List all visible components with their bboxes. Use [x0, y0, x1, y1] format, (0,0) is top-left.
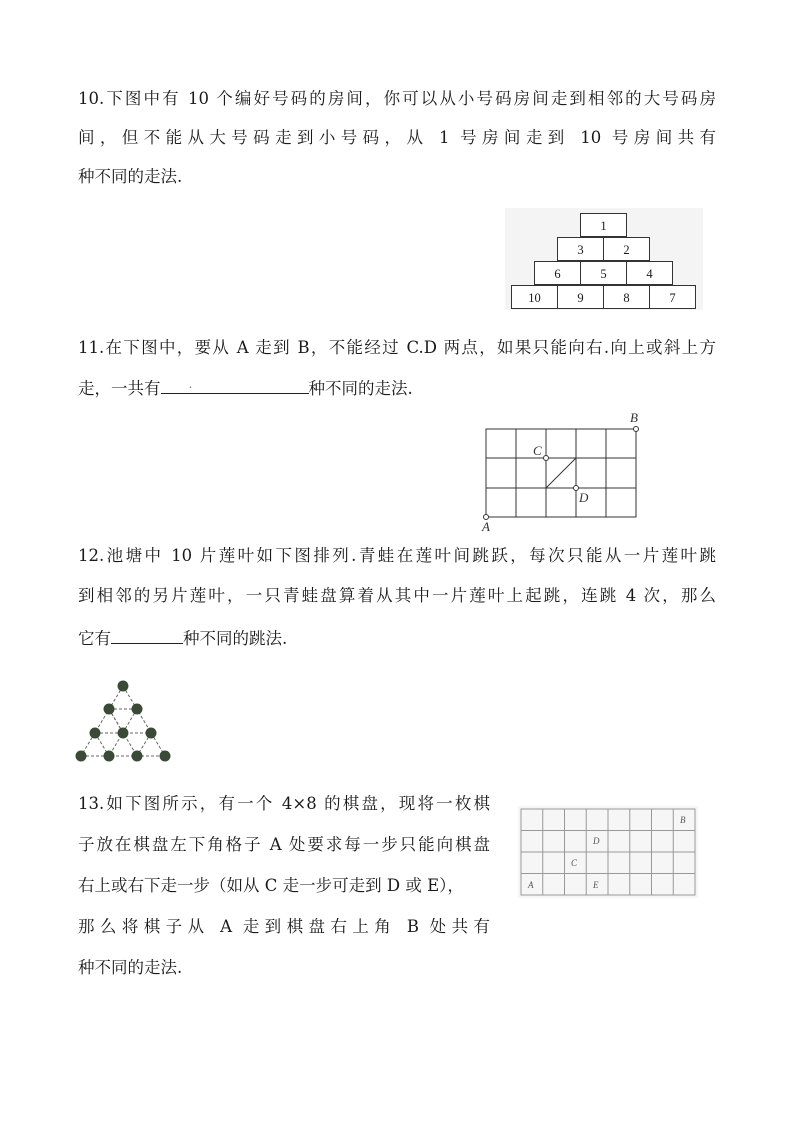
room-10: 10 — [511, 285, 558, 309]
q12-line-3 — [78, 627, 287, 650]
lily-pad — [90, 728, 101, 739]
q11-answer-blank — [161, 377, 309, 394]
lily-pad — [146, 728, 157, 739]
room-6: 6 — [534, 261, 581, 285]
lily-pad — [104, 751, 115, 762]
board-label-b: B — [680, 815, 686, 825]
room-9: 9 — [557, 285, 604, 309]
lily-pad — [132, 704, 143, 715]
q12-line-1: 12.池塘中 10 片莲叶如下图排列.青蛙在莲叶间跳跃，每次只能从一片莲叶跳 — [78, 546, 716, 565]
room-8: 8 — [603, 285, 650, 309]
q11-line-2a: 走，一共有 — [78, 379, 161, 398]
room-7: 7 — [649, 285, 696, 309]
lily-pad — [132, 751, 143, 762]
room-4: 4 — [626, 261, 673, 285]
label-d: D — [579, 490, 589, 505]
q10-line-2: 间，但不能从大号码走到小号码，从 1 号房间走到 10 号房间共有 — [78, 128, 716, 147]
q13-line-4: 那么将棋子从 A 走到棋盘右上角 B 处共有 — [78, 917, 490, 936]
lily-pad — [104, 704, 115, 715]
lily-pad — [160, 751, 171, 762]
board-label-e: E — [593, 880, 599, 890]
board-label-d: D — [593, 836, 600, 846]
board-label-a: A — [528, 880, 534, 890]
q11-blank-dot: . — [188, 377, 193, 391]
q12-line-3a: 它有 — [78, 629, 111, 648]
room-1: 1 — [580, 213, 627, 237]
path-grid-figure — [478, 410, 648, 534]
q11-line-2b: 种不同的走法. — [308, 379, 413, 398]
q12-line-2: 到相邻的另片莲叶，一只青蛙盘算着从其中一片莲叶上起跳，连跳 4 次，那么 — [78, 586, 716, 605]
q13-line-2: 子放在棋盘左下角格子 A 处要求每一步只能向棋盘 — [78, 835, 490, 854]
point-b-marker — [634, 427, 639, 432]
q13-line-3: 右上或右下走一步（如从 C 走一步可走到 D 或 E）， — [78, 876, 464, 895]
lily-pad — [76, 751, 87, 762]
chess-board-figure — [518, 806, 698, 898]
q12-answer-blank — [111, 627, 183, 644]
q13-line-1: 13.如下图所示，有一个 4×8 的棋盘，现将一枚棋 — [78, 794, 490, 813]
q10-line-3: 种不同的走法. — [78, 167, 183, 186]
room-pyramid-figure — [505, 208, 703, 310]
q12-line-3b: 种不同的跳法. — [183, 629, 288, 648]
q11-line-2 — [78, 377, 413, 400]
room-3: 3 — [557, 237, 604, 261]
lily-pad — [118, 728, 129, 739]
lily-pad-triangle-figure — [72, 675, 176, 767]
q10-line-1: 10.下图中有 10 个编好号码的房间，你可以从小号码房间走到相邻的大号码房 — [78, 89, 716, 108]
q13-line-5: 种不同的走法. — [78, 958, 183, 977]
q11-line-1: 11.在下图中，要从 A 走到 B，不能经过 C.D 两点，如果只能向右.向上或斜上方 — [78, 338, 716, 357]
point-d-marker — [574, 486, 579, 491]
label-b: B — [630, 410, 638, 425]
point-c-marker — [544, 456, 549, 461]
room-2: 2 — [603, 237, 650, 261]
label-c: C — [533, 443, 542, 458]
lily-pad — [118, 681, 129, 692]
label-a: A — [482, 519, 490, 534]
board-label-c: C — [571, 858, 578, 868]
room-5: 5 — [580, 261, 627, 285]
